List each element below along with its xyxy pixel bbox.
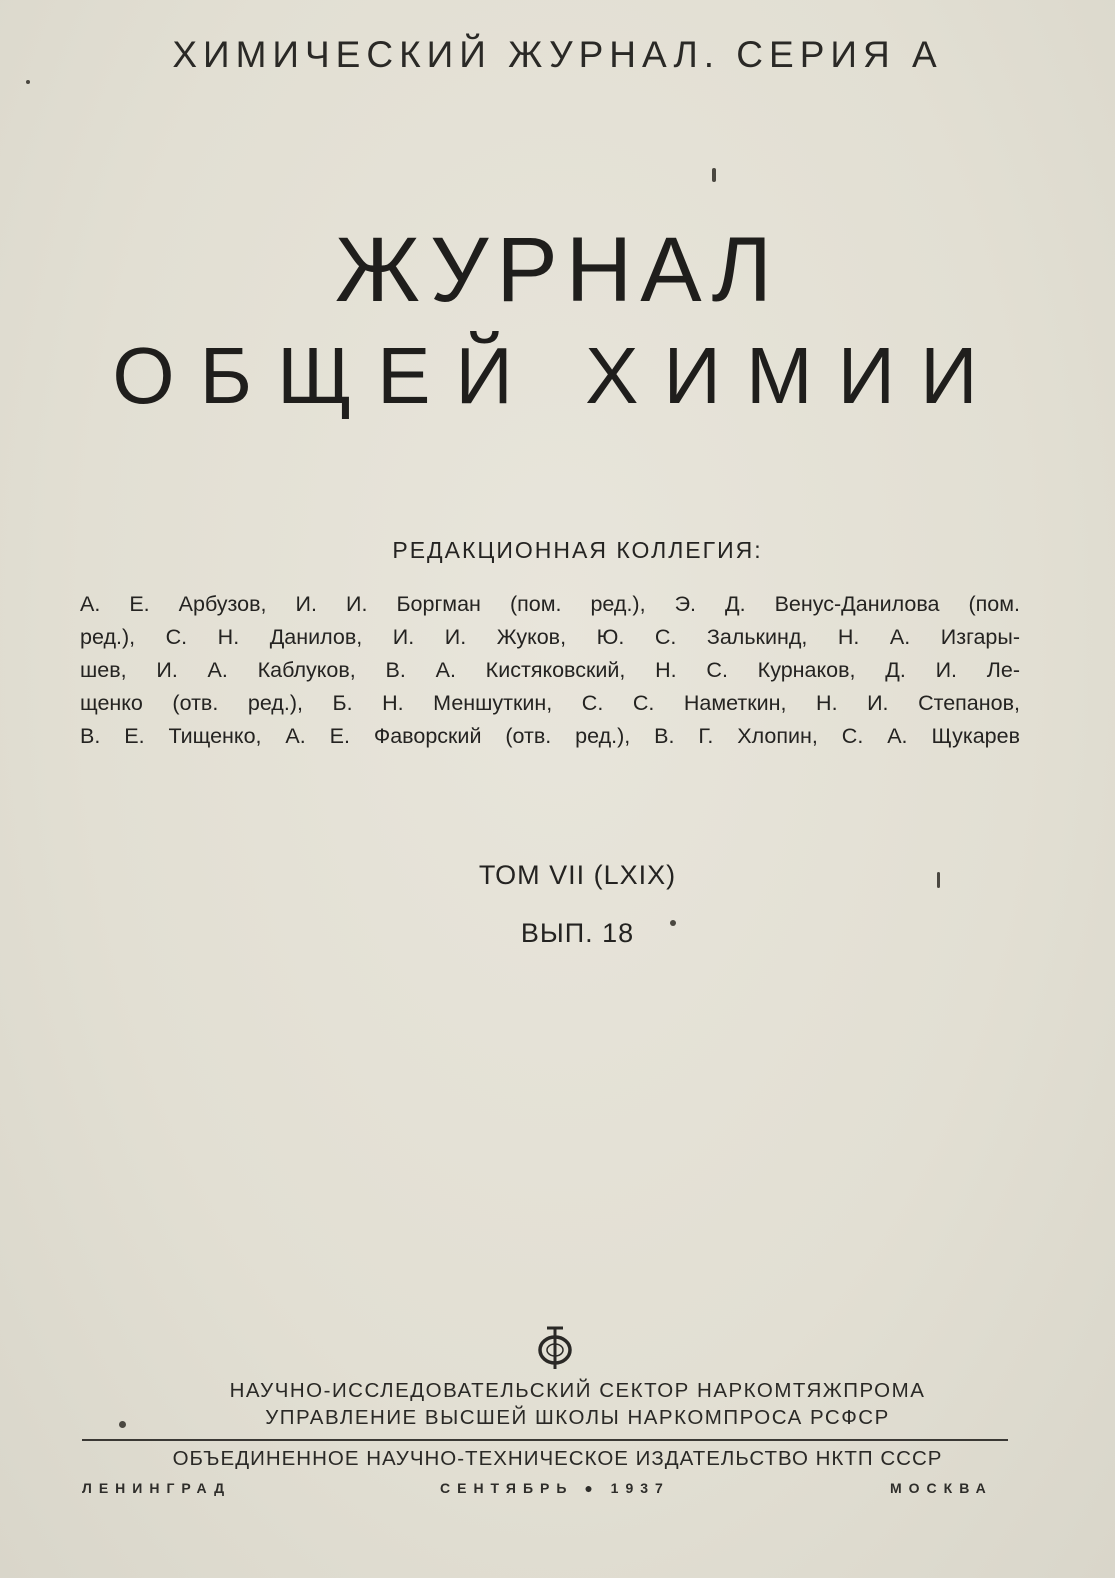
publisher-name: ОБЪЕДИНЕННОЕ НАУЧНО-ТЕХНИЧЕСКОЕ ИЗДАТЕЛЬСТВО НКТП СССР [172,1447,943,1470]
editorial-board-line: А. Е. Арбузов, И. И. Боргман (пом. ред.), Э. Д. Венус-Данилова (пом. [80,592,1020,616]
organization-line: НАУЧНО-ИССЛЕДОВАТЕЛЬСКИЙ СЕКТОР НАРКОМТЯЖПРОМА [229,1379,926,1402]
editorial-board-heading: РЕДАКЦИОННАЯ КОЛЛЕГИЯ: [392,537,763,563]
imprint-date: СЕНТЯБРЬ ● 1937 [440,1480,670,1496]
ink-speck [26,80,30,84]
ink-speck [670,920,676,926]
issue-number: ВЫП. 18 [520,918,635,948]
editorial-board-line: шев, И. А. Каблуков, В. А. Кистяковский, Н. С. Курнаков, Д. И. Ле- [80,658,1020,682]
imprint-city-right: МОСКВА [890,1480,993,1496]
series-line: ХИМИЧЕСКИЙ ЖУРНАЛ. СЕРИЯ А [172,34,943,75]
volume-number: ТОМ VII (LXIX) [478,860,677,890]
publisher-emblem-icon [535,1326,575,1370]
editorial-board-line: ред.), С. Н. Данилов, И. И. Жуков, Ю. С. Залькинд, Н. А. Изгары- [80,625,1020,649]
journal-title-line-1: ЖУРНАЛ [335,219,780,321]
ink-speck [712,168,716,182]
journal-title-line-2: ОБЩЕЙ ХИМИИ [112,331,1003,420]
organization-line: УПРАВЛЕНИЕ ВЫСШЕЙ ШКОЛЫ НАРКОМПРОСА РСФСР [265,1406,890,1429]
ink-speck [119,1421,126,1428]
ink-speck [937,872,940,888]
editorial-board-line: щенко (отв. ред.), Б. Н. Меншуткин, С. С. Наметкин, Н. И. Степанов, [80,691,1020,715]
editorial-board-line: В. Е. Тищенко, А. Е. Фаворский (отв. ред.), В. Г. Хлопин, С. А. Щукарев [80,724,1020,748]
divider-rule [82,1439,1008,1441]
imprint-city-left: ЛЕНИНГРАД [82,1480,232,1496]
